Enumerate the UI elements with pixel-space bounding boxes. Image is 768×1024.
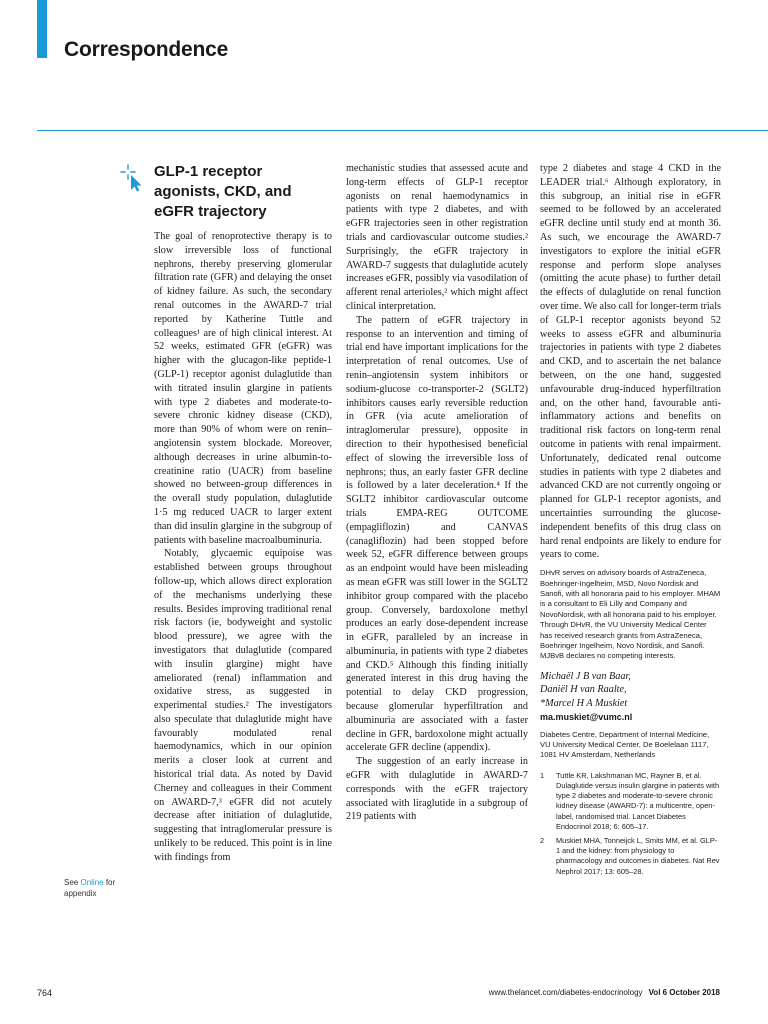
volume-info: Vol 6 October 2018: [648, 988, 720, 997]
page-number: 764: [37, 988, 53, 998]
reference-number: 2: [540, 835, 545, 845]
accent-bar: [37, 0, 47, 58]
body-paragraph: The suggestion of an early increase in eGFR with dulaglutide in AWARD-7 corresponds with the eGFR trajectory associated with liraglutide in a subgroup of 219 patients with: [346, 756, 528, 823]
body-paragraph: mechanistic studies that assessed acute and long-term effects of GLP-1 receptor agonists on renal haemodynamics in patients with type 2 diabetes, and with eGFR trajectories seen in other registration trials and cardiovascular outcome studies.² Surprisingly, the eGFR trajectory in AWARD-7 suggests that dulaglutide acutely increases eGFR, possibly via vasodilation of afferent renal arterioles,² which might affect clinical interpretation.: [346, 163, 528, 312]
column-2: [346, 162, 528, 824]
online-link[interactable]: Online: [80, 878, 104, 887]
author-name: *Marcel H A Muskiet: [540, 697, 628, 709]
body-paragraph: The pattern of eGFR trajectory in response to an intervention and timing of trial end have important implications for the interpretation of renal outcomes. Use of renin–angiotensin system inhibitors or sodium-glucose co-transporter-2 (SGLT2) inhibitors causes early reversible reduction in GFR (via acute amelioration of intraglomerular pressure), opposite in direction to their hypothesised beneficial effect of slowing the irreversible loss of nephrons; thus, an early faster GFR decline is followed by a later deceleration.⁴ If the SGLT2 inhibitor cardiovascular outcome trials EMPA-REG OUTCOME (empagliflozin) and CANVAS (canagliflozin) had been stopped before week 52, eGFR difference between groups as an endpoint would have been misleading as mean eGFR was still lower in the SGLT2 inhibitor group compared with the placebo group. Conversely, bardoxolone methyl produces an early dose-dependent increase in eGFR, paralleled by an increase in albuminuria, in patients with type 2 diabetes and CKD.⁵ Although this finding initially generated interest in this drug having the potential to delay CKD progression, because glomerular hyperfiltration and albuminuria are associated with a faster decline in GFR, bardoxolone might actually accelerate GFR decline (appendix).: [346, 314, 528, 754]
footer-journal-info: [489, 988, 720, 997]
appendix-note-suffix: for appendix: [64, 878, 116, 898]
author-name: Daniël H van Raalte,: [540, 684, 627, 696]
reference-list: [540, 771, 721, 877]
body-paragraph: Notably, glycaemic equipoise was established between groups throughout follow-up, which allows direct exploration of the mechanisms underlying these results. Besides improving traditional renal risk factors (ie, bodyweight and systolic blood pressure), we agree with the investigators that dulaglutide (compared with insulin glargine) might have ameliorated (renal) inflammation and oxidative stress, as suggested in experimental studies.² The investigators also speculate that dulaglutide might have favourably modulated renal haemodynamics, which in our opinion merits a closer look at current and historical trial data. As noted by David Cherney and colleagues in their Comment on AWARD-7,³ eGFR did not acutely decrease after initiation of dulaglutide, suggesting that intraglomerular pressure is unlikely to be reduced. This point is in line with findings from: [154, 548, 332, 863]
reference-number: 1: [540, 770, 545, 780]
affiliation: Diabetes Centre, Department of Internal Medicine, VU University Medical Center, De Boelelaan 1117, 1081 HV Amsterdam, Netherlands: [540, 729, 710, 760]
reference-item: [540, 771, 721, 832]
journal-url[interactable]: www.thelancet.com/diabetes-endocrinology: [488, 988, 643, 997]
header-rule: [37, 130, 768, 131]
reference-text: Tuttle KR, Lakshmanan MC, Rayner B, et al. Dulaglutide versus insulin glargine in patients with type 2 diabetes and moderate-to-severe chronic kidney disease (AWARD-7): a multicentre, open-label, randomised trial. Lancet Diabetes Endocrinol 2018; 6: 605–17.: [556, 770, 720, 831]
appendix-note: [64, 877, 146, 899]
corresponding-email[interactable]: ma.muskiet@vumc.nl: [540, 711, 633, 722]
author-list: [540, 670, 721, 711]
reference-item: [540, 836, 721, 877]
competing-interests: DHvR serves on advisory boards of AstraZeneca, Boehringer-Ingelheim, MSD, Novo Nordisk and Sanofi, with all honoraria paid to his employer. MHAM is a consultant to Eli Lilly and Company and NovoNordisk, with all honoraria paid to his employer. Through DHvR, the VU University Medical Center has received research grants from AstraZeneca, Boehringer Ingelheim, Novo Nordisk, and Sanofi. MJBvB declares no competing interests.: [540, 568, 721, 661]
author-name: Michaël J B van Baar,: [540, 670, 631, 682]
article-title: GLP-1 receptor agonists, CKD, and eGFR trajectory: [154, 163, 292, 220]
section-title: Correspondence: [64, 38, 229, 61]
body-paragraph: type 2 diabetes and stage 4 CKD in the LEADER trial.⁶ Although exploratory, in this subgroup, an initial rise in eGFR seemed to be followed by an accelerated eGFR decline until study end at month 36. As such, we encourage the AWARD-7 investigators to explore the initial eGFR response and perform slope analyses (omitting the acute phase) to further detail the effects of dulaglutide on renal function over time. We also call for longer-term trials of GLP-1 receptor agonists beyond 52 weeks to assess eGFR and albuminuria trajectories in patients with type 2 diabetes and CKD, and to ascertain the net balance between, on the one hand, suggested unfavourable drug-induced hyperfiltration and, on the other hand, favourable anti-inflammatory actions and benefits on traditional risk factors on long-term renal outcome in patients with renal impairment. Unfortunately, dedicated renal outcome studies in patients with type 2 diabetes and advanced CKD are not currently ongoing or planned for GLP-1 receptor agonists, and uncertainties surrounding the glucose-independent benefits of this drug class on hard renal endpoints are likely to endure for years to come.: [540, 163, 721, 561]
cursor-pointer-icon: [120, 164, 144, 192]
column-3: [540, 162, 721, 881]
column-1: [154, 162, 332, 865]
reference-text: Muskiet MHA, Tonneijck L, Smits MM, et al. GLP-1 and the kidney: from physiology to pharmacology and outcomes in diabetes. Nat Rev Nephrol 2017; 13: 605–28.: [556, 835, 720, 876]
appendix-note-prefix: See: [64, 878, 81, 887]
body-paragraph: The goal of renoprotective therapy is to slow irreversible loss of functional nephrons, thereby preserving glomerular filtration rate (GFR) and delaying the onset of kidney failure. As such, the secondary renal outcomes in the AWARD-7 trial reported by Katherine Tuttle and colleagues¹ are of high clinical interest. At 52 weeks, estimated GFR (eGFR) was higher with the glucagon-like peptide-1 (GLP-1) receptor agonist dulaglutide than with titrated insulin glargine in patients with type 2 diabetes and moderate-to-severe chronic kidney disease (CKD), more than 90% of whom were on renin–angiotensin system blockade. Moreover, although decreases in urine albumin-to-creatinine ratio (UACR) from baseline showed no between-group differences in the overall study population, dulaglutide 1·5 mg reduced UACR to larger extent than did insulin glargine in the subgroup of patients with baseline macroalbuminuria.: [154, 231, 332, 546]
